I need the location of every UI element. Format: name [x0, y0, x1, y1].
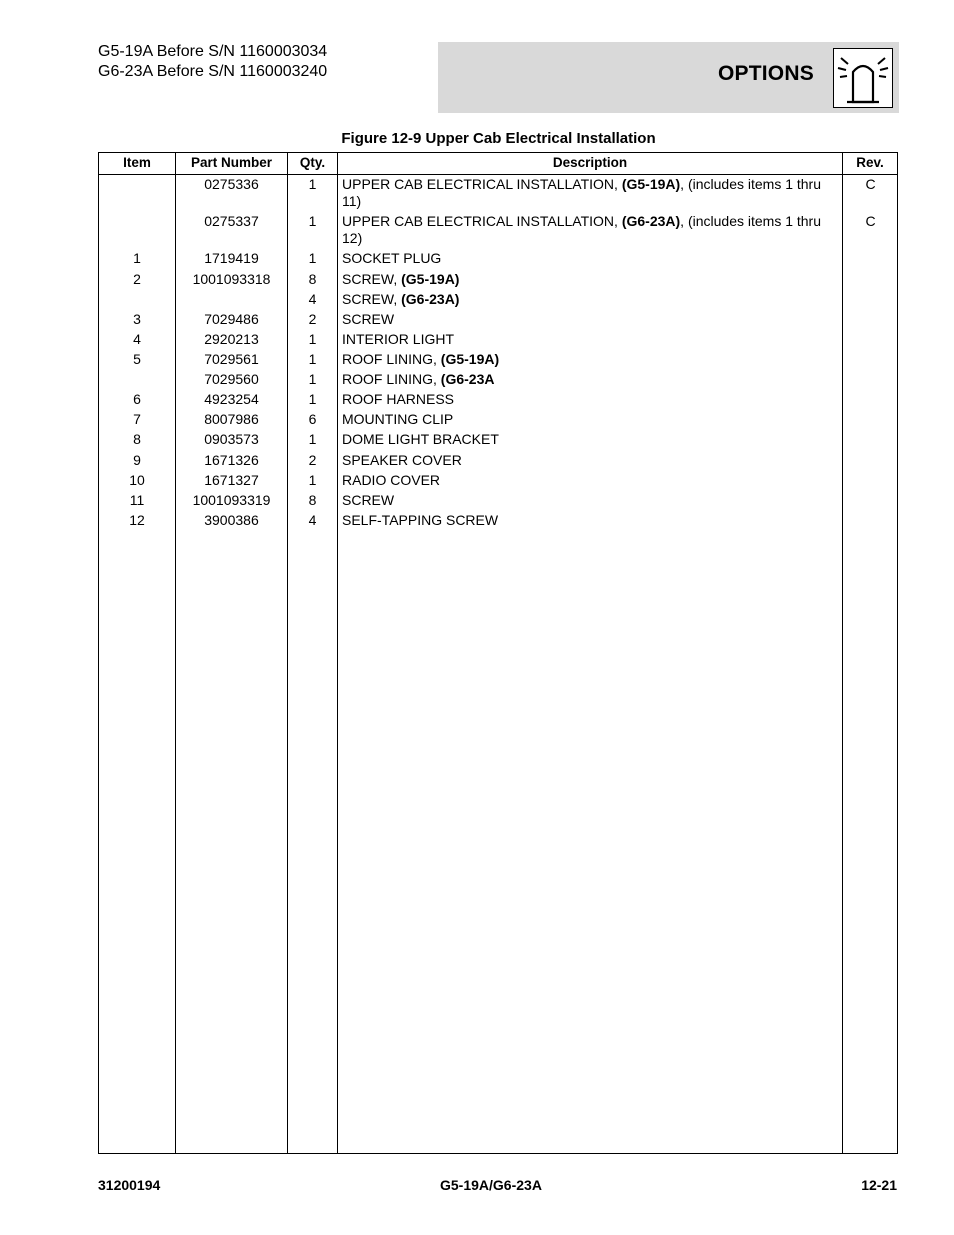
- description-text: DOME LIGHT BRACKET: [342, 431, 499, 447]
- description-text: SPEAKER COVER: [342, 452, 462, 468]
- item-cell: 2: [133, 271, 141, 287]
- column-divider: [337, 153, 338, 1153]
- part-number-cell: 0903573: [204, 431, 259, 447]
- qty-cell: 1: [308, 431, 317, 447]
- qty-cell: 4: [308, 512, 317, 528]
- description-cell: [342, 250, 842, 267]
- description-cell: [342, 411, 842, 428]
- description-cell: [342, 176, 842, 210]
- description-text: SCREW: [342, 492, 395, 508]
- part-number-cell: 1001093319: [192, 492, 271, 508]
- description-cell: [342, 291, 842, 308]
- item-cell: 5: [133, 351, 141, 367]
- qty-cell: 2: [308, 452, 317, 468]
- figure-title: Figure 12-9 Upper Cab Electrical Installation: [341, 130, 656, 147]
- item-cell: 10: [129, 472, 145, 488]
- qty-cell: 4: [308, 291, 317, 307]
- column-divider: [175, 153, 176, 1153]
- description-text: ROOF LINING,: [342, 371, 441, 387]
- item-cell: 9: [133, 452, 141, 468]
- section-banner: [438, 42, 899, 113]
- description-model-tag: (G6-23A): [401, 291, 460, 307]
- item-cell: 8: [133, 431, 141, 447]
- rev-cell: C: [865, 213, 876, 229]
- description-cell: [342, 331, 842, 348]
- qty-cell: 1: [308, 351, 317, 367]
- qty-cell: 2: [308, 311, 317, 327]
- description-cell: [342, 431, 842, 448]
- column-header-rev: Rev.: [856, 155, 884, 170]
- footer-models: G5-19A/G6-23A: [440, 1177, 542, 1193]
- column-header-description: Description: [552, 155, 628, 170]
- qty-cell: 1: [308, 391, 317, 407]
- description-cell: [342, 351, 842, 368]
- qty-cell: 8: [308, 271, 317, 287]
- description-text: UPPER CAB ELECTRICAL INSTALLATION,: [342, 213, 622, 229]
- part-number-cell: 7029486: [204, 311, 259, 327]
- description-cell: [342, 213, 842, 247]
- description-text: RADIO COVER: [342, 472, 441, 488]
- footer-page-number: 12-21: [861, 1177, 897, 1193]
- part-number-cell: 7029561: [204, 351, 259, 367]
- description-cell: [342, 311, 842, 328]
- description-text: UPPER CAB ELECTRICAL INSTALLATION,: [342, 176, 622, 192]
- description-text: INTERIOR LIGHT: [342, 331, 455, 347]
- qty-cell: 1: [308, 213, 317, 229]
- description-text: SCREW,: [342, 291, 402, 307]
- description-text: ROOF LINING,: [342, 351, 441, 367]
- column-header-item: Item: [123, 155, 151, 170]
- section-title: OPTIONS: [718, 62, 814, 85]
- description-text: SOCKET PLUG: [342, 250, 442, 266]
- rev-cell: C: [865, 176, 876, 192]
- item-cell: 6: [133, 391, 141, 407]
- qty-cell: 1: [308, 176, 317, 192]
- description-text: ROOF HARNESS: [342, 391, 455, 407]
- item-cell: 3: [133, 311, 141, 327]
- column-header-part-number: Part Number: [190, 155, 273, 170]
- beacon-light-icon: [833, 48, 893, 108]
- description-cell: [342, 452, 842, 469]
- qty-cell: 6: [308, 411, 317, 427]
- column-header-qty: Qty.: [299, 155, 326, 170]
- description-model-tag: (G6-23A): [621, 213, 681, 229]
- model-line-1: G5-19A Before S/N 1160003034: [98, 43, 328, 60]
- description-cell: [342, 512, 842, 529]
- item-cell: 12: [129, 512, 145, 528]
- part-number-cell: 1001093318: [192, 271, 271, 287]
- description-cell: [342, 472, 842, 489]
- part-number-cell: 0275337: [204, 213, 259, 229]
- part-number-cell: 8007986: [204, 411, 259, 427]
- item-cell: 11: [129, 492, 145, 508]
- part-number-cell: 3900386: [204, 512, 259, 528]
- model-line-2: G6-23A Before S/N 1160003240: [98, 63, 328, 80]
- description-model-tag: (G5-19A): [440, 351, 500, 367]
- item-cell: 1: [133, 250, 141, 266]
- model-header: [98, 42, 327, 82]
- description-text: SELF-TAPPING SCREW: [342, 512, 499, 528]
- column-divider: [842, 153, 843, 1153]
- part-number-cell: 0275336: [204, 176, 259, 192]
- footer-doc-number: 31200194: [98, 1177, 161, 1193]
- description-cell: [342, 371, 842, 388]
- parts-table: [98, 152, 898, 1154]
- description-cell: [342, 492, 842, 509]
- description-cell: [342, 391, 842, 408]
- qty-cell: 1: [308, 472, 317, 488]
- part-number-cell: 1671327: [204, 472, 259, 488]
- description-text: , (includes items 1 thru 12): [342, 213, 822, 246]
- part-number-cell: 1671326: [204, 452, 259, 468]
- qty-cell: 8: [308, 492, 317, 508]
- description-text: SCREW,: [342, 271, 402, 287]
- part-number-cell: 2920213: [204, 331, 259, 347]
- part-number-cell: 1719419: [204, 250, 259, 266]
- description-model-tag: (G5-19A): [621, 176, 681, 192]
- description-cell: [342, 271, 842, 288]
- description-text: SCREW: [342, 311, 395, 327]
- description-text: , (includes items 1 thru 11): [342, 176, 822, 209]
- item-cell: 4: [133, 331, 141, 347]
- description-model-tag: (G6-23A: [440, 371, 495, 387]
- part-number-cell: 4923254: [204, 391, 259, 407]
- description-text: MOUNTING CLIP: [342, 411, 454, 427]
- item-cell: 7: [133, 411, 141, 427]
- qty-cell: 1: [308, 371, 317, 387]
- header-divider: [99, 174, 897, 175]
- description-model-tag: (G5-19A): [401, 271, 460, 287]
- qty-cell: 1: [308, 250, 317, 266]
- qty-cell: 1: [308, 331, 317, 347]
- part-number-cell: 7029560: [204, 371, 259, 387]
